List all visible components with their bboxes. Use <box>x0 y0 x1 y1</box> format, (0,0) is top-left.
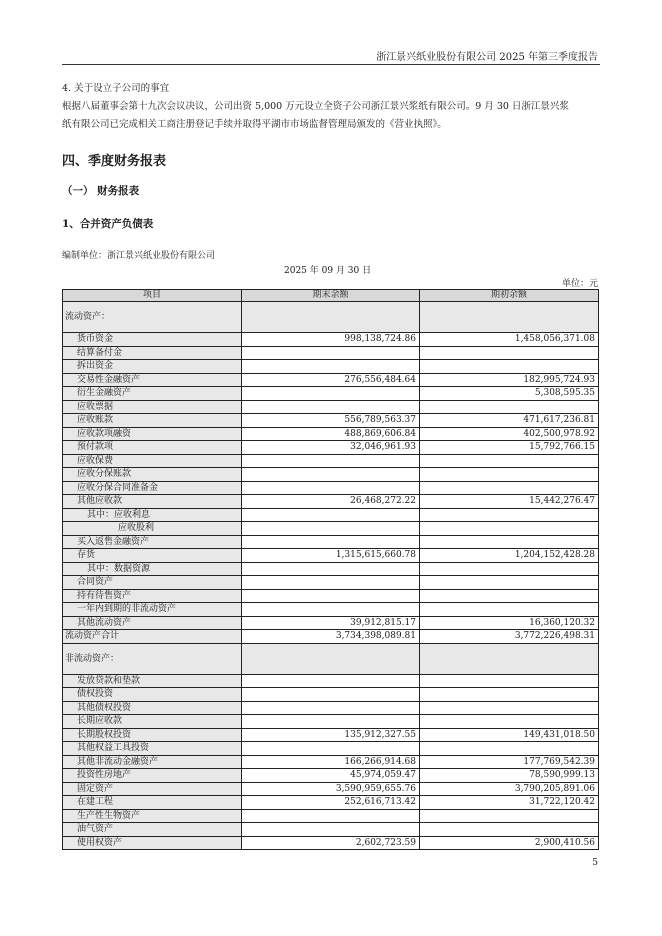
row-begin-balance: 1,458,056,371.08 <box>420 333 599 347</box>
row-item-name: 其他非流动金融资产 <box>63 755 242 769</box>
row-begin-balance <box>420 562 599 576</box>
table-row <box>63 616 599 630</box>
row-begin-balance <box>420 674 599 688</box>
row-item-name: 长期股权投资 <box>63 728 242 742</box>
table-row <box>63 414 599 428</box>
row-item-name: 合同资产 <box>63 576 242 590</box>
table-row <box>63 302 599 333</box>
row-end-balance <box>242 522 420 536</box>
table-row <box>63 387 599 401</box>
row-end-balance: 488,869,606.84 <box>242 427 420 441</box>
balance-sheet-table <box>62 289 599 850</box>
row-begin-balance <box>420 481 599 495</box>
row-end-balance: 2,602,723.59 <box>242 836 420 850</box>
row-begin-balance <box>420 688 599 702</box>
row-end-balance: 135,912,327.55 <box>242 728 420 742</box>
table-row <box>63 782 599 796</box>
row-begin-balance: 471,617,236.81 <box>420 414 599 428</box>
row-end-balance <box>242 576 420 590</box>
row-begin-balance <box>420 809 599 823</box>
table-row <box>63 823 599 837</box>
subsection-heading: （一） 财务报表 <box>62 185 140 197</box>
row-begin-balance <box>420 508 599 522</box>
table-row <box>63 769 599 783</box>
unit-label: 单位：元 <box>561 279 598 289</box>
row-item-name: 非流动资产： <box>63 643 242 674</box>
section-4-title: 4. 关于设立子公司的事宜 <box>62 83 170 94</box>
row-begin-balance: 182,995,724.93 <box>420 373 599 387</box>
table-row <box>63 603 599 617</box>
table-row <box>63 728 599 742</box>
row-end-balance <box>242 823 420 837</box>
row-begin-balance: 1,204,152,428.28 <box>420 549 599 563</box>
section-4-line-2: 纸有限公司已完成相关工商注册登记手续并取得平湖市市场监督管理局颁发的《营业执照》。 <box>62 119 447 130</box>
table-row <box>63 346 599 360</box>
row-begin-balance <box>420 454 599 468</box>
row-item-name: 应收分保账款 <box>63 468 242 482</box>
row-item-name: 债权投资 <box>63 688 242 702</box>
row-end-balance: 276,556,484.64 <box>242 373 420 387</box>
row-end-balance <box>242 387 420 401</box>
row-end-balance: 556,789,563.37 <box>242 414 420 428</box>
row-begin-balance <box>420 400 599 414</box>
table-row <box>63 360 599 374</box>
row-begin-balance: 16,360,120.32 <box>420 616 599 630</box>
row-item-name: 在建工程 <box>63 796 242 810</box>
row-item-name: 其中：应收利息 <box>63 508 242 522</box>
table-row <box>63 441 599 455</box>
row-end-balance: 998,138,724.86 <box>242 333 420 347</box>
row-end-balance: 1,315,615,660.78 <box>242 549 420 563</box>
row-item-name: 存货 <box>63 549 242 563</box>
row-item-name: 交易性金融资产 <box>63 373 242 387</box>
row-begin-balance: 31,722,120.42 <box>420 796 599 810</box>
row-begin-balance: 3,772,226,498.31 <box>420 630 599 644</box>
row-begin-balance <box>420 522 599 536</box>
row-begin-balance: 402,500,978.92 <box>420 427 599 441</box>
row-begin-balance: 177,769,542.39 <box>420 755 599 769</box>
row-item-name: 应收股利 <box>63 522 242 536</box>
table-row <box>63 688 599 702</box>
row-item-name: 预付款项 <box>63 441 242 455</box>
row-end-balance <box>242 809 420 823</box>
row-begin-balance <box>420 535 599 549</box>
table-row <box>63 549 599 563</box>
row-end-balance <box>242 589 420 603</box>
row-end-balance <box>242 346 420 360</box>
row-item-name: 结算备付金 <box>63 346 242 360</box>
section-4-line-1: 根据八届董事会第十九次会议决议，公司出资 5,000 万元设立全资子公司浙江景兴浆纸有限公司。9 月 30 日浙江景兴浆 <box>62 101 569 112</box>
row-item-name: 持有待售资产 <box>63 589 242 603</box>
table-row <box>63 400 599 414</box>
compiler-label: 编制单位：浙江景兴纸业股份有限公司 <box>62 251 216 261</box>
row-end-balance <box>242 360 420 374</box>
report-date: 2025 年 09 月 30 日 <box>284 266 372 276</box>
row-end-balance <box>242 481 420 495</box>
row-begin-balance <box>420 468 599 482</box>
row-end-balance <box>242 535 420 549</box>
table-row <box>63 562 599 576</box>
row-end-balance: 3,590,959,655.76 <box>242 782 420 796</box>
row-end-balance <box>242 400 420 414</box>
row-item-name: 其他应收款 <box>63 495 242 509</box>
chapter-heading: 四、季度财务报表 <box>62 154 167 169</box>
row-item-name: 一年内到期的非流动资产 <box>63 603 242 617</box>
row-end-balance <box>242 701 420 715</box>
row-begin-balance <box>420 823 599 837</box>
table-row <box>63 755 599 769</box>
row-item-name: 买入返售金融资产 <box>63 535 242 549</box>
table-row <box>63 522 599 536</box>
row-item-name: 应收款项融资 <box>63 427 242 441</box>
row-end-balance: 3,734,398,089.81 <box>242 630 420 644</box>
row-begin-balance: 5,308,595.35 <box>420 387 599 401</box>
table-row <box>63 630 599 644</box>
row-item-name: 发放贷款和垫款 <box>63 674 242 688</box>
header-divider <box>62 64 600 65</box>
row-end-balance <box>242 562 420 576</box>
row-begin-balance <box>420 346 599 360</box>
table-row <box>63 742 599 756</box>
row-end-balance <box>242 643 420 674</box>
row-item-name: 衍生金融资产 <box>63 387 242 401</box>
table-row <box>63 589 599 603</box>
table-row <box>63 796 599 810</box>
table-row <box>63 373 599 387</box>
table-row <box>63 481 599 495</box>
row-end-balance <box>242 715 420 729</box>
row-item-name: 其中：数据资源 <box>63 562 242 576</box>
row-begin-balance <box>420 302 599 333</box>
row-begin-balance: 15,442,276.47 <box>420 495 599 509</box>
row-begin-balance <box>420 360 599 374</box>
table-row <box>63 576 599 590</box>
column-header-item: 项目 <box>63 290 242 302</box>
row-item-name: 应收分保合同准备金 <box>63 481 242 495</box>
table-row <box>63 508 599 522</box>
row-item-name: 流动资产合计 <box>63 630 242 644</box>
row-end-balance <box>242 688 420 702</box>
column-header-end-balance: 期末余额 <box>242 290 420 302</box>
row-begin-balance: 149,431,018.50 <box>420 728 599 742</box>
row-end-balance: 32,046,961.93 <box>242 441 420 455</box>
table-row <box>63 495 599 509</box>
row-item-name: 其他债权投资 <box>63 701 242 715</box>
row-end-balance <box>242 302 420 333</box>
row-begin-balance <box>420 576 599 590</box>
row-item-name: 流动资产： <box>63 302 242 333</box>
row-begin-balance <box>420 701 599 715</box>
column-header-begin-balance: 期初余额 <box>420 290 599 302</box>
row-end-balance: 39,912,815.17 <box>242 616 420 630</box>
table-row <box>63 643 599 674</box>
row-item-name: 货币资金 <box>63 333 242 347</box>
row-begin-balance <box>420 589 599 603</box>
row-end-balance <box>242 674 420 688</box>
row-item-name: 其他流动资产 <box>63 616 242 630</box>
row-begin-balance <box>420 715 599 729</box>
row-begin-balance: 15,792,766.15 <box>420 441 599 455</box>
table-header-row <box>63 290 599 302</box>
row-begin-balance <box>420 742 599 756</box>
table-title: 1、合并资产负债表 <box>62 218 154 230</box>
table-row <box>63 701 599 715</box>
row-item-name: 应收保费 <box>63 454 242 468</box>
row-end-balance <box>242 454 420 468</box>
row-end-balance: 26,468,272.22 <box>242 495 420 509</box>
row-item-name: 使用权资产 <box>63 836 242 850</box>
row-end-balance: 45,974,059.47 <box>242 769 420 783</box>
row-item-name: 油气资产 <box>63 823 242 837</box>
row-item-name: 其他权益工具投资 <box>63 742 242 756</box>
table-body <box>63 302 599 850</box>
table-row <box>63 468 599 482</box>
row-begin-balance <box>420 643 599 674</box>
row-end-balance: 166,266,914.68 <box>242 755 420 769</box>
table-row <box>63 333 599 347</box>
row-item-name: 长期应收款 <box>63 715 242 729</box>
table-row <box>63 715 599 729</box>
table-row <box>63 836 599 850</box>
row-end-balance <box>242 603 420 617</box>
row-item-name: 投资性房地产 <box>63 769 242 783</box>
row-item-name: 拆出资金 <box>63 360 242 374</box>
row-item-name: 生产性生物资产 <box>63 809 242 823</box>
table-row <box>63 454 599 468</box>
table-row <box>63 674 599 688</box>
row-begin-balance: 2,900,410.56 <box>420 836 599 850</box>
row-item-name: 应收票据 <box>63 400 242 414</box>
row-end-balance: 252,616,713.42 <box>242 796 420 810</box>
row-item-name: 应收账款 <box>63 414 242 428</box>
page-number: 5 <box>592 858 598 868</box>
row-begin-balance <box>420 603 599 617</box>
table-row <box>63 535 599 549</box>
row-end-balance <box>242 468 420 482</box>
table-row <box>63 809 599 823</box>
row-begin-balance: 78,590,999.13 <box>420 769 599 783</box>
row-end-balance <box>242 742 420 756</box>
row-begin-balance: 3,790,205,891.06 <box>420 782 599 796</box>
row-item-name: 固定资产 <box>63 782 242 796</box>
row-end-balance <box>242 508 420 522</box>
report-header-title: 浙江景兴纸业股份有限公司 2025 年第三季度报告 <box>376 52 598 63</box>
table-row <box>63 427 599 441</box>
